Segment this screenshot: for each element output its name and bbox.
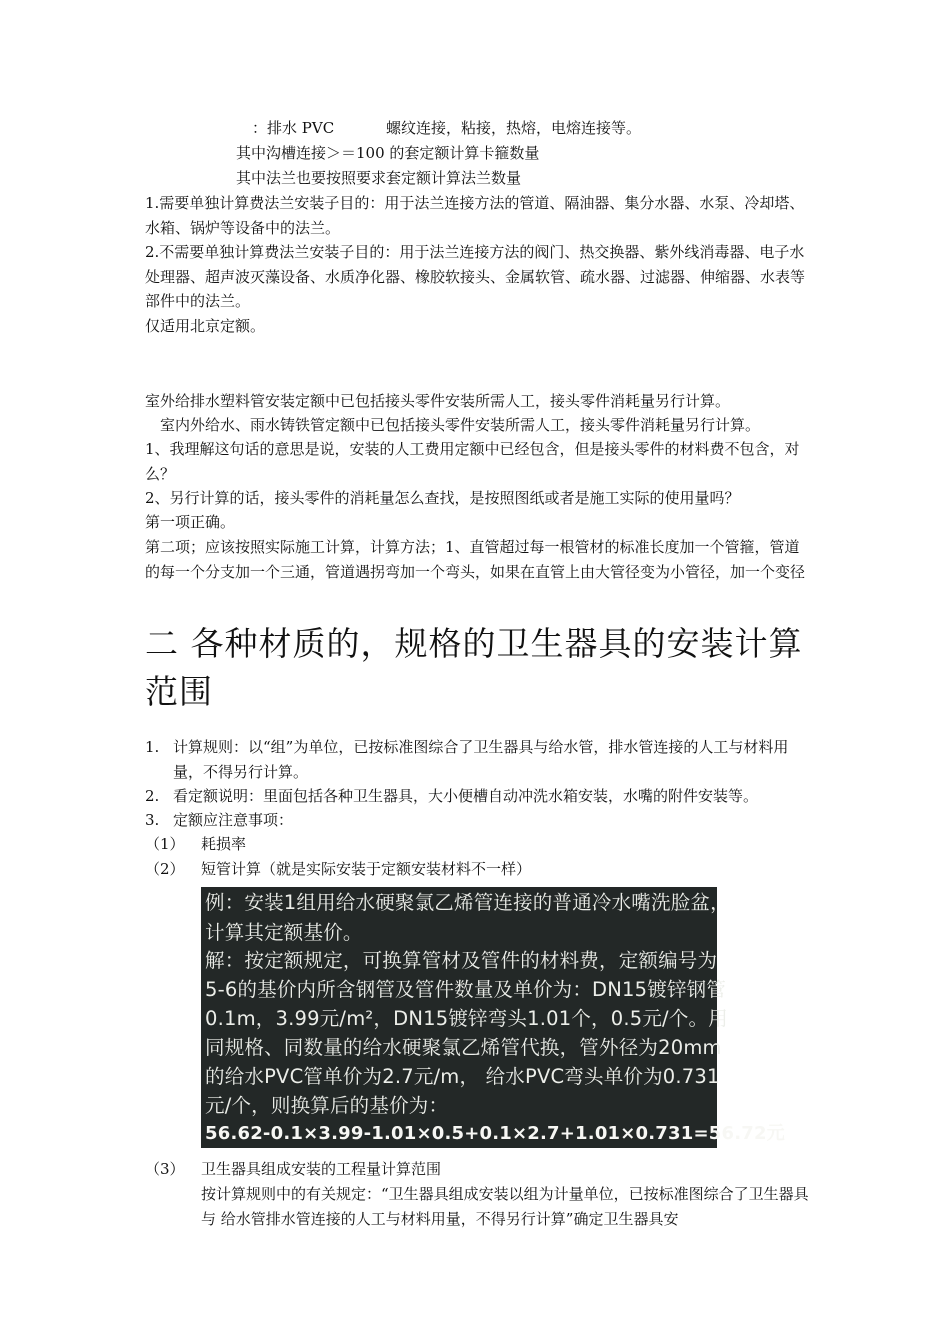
answer-2: 第二项；应该按照实际施工计算，计算方法；1、直管超过每一根管材的标准长度加一个管箍，管道的每一个分支加一个三通，管道遇拐弯加一个弯头，如果在直管上由大管径变为小管径，加一个变径 [145, 538, 806, 581]
sub-item-3-detail: 按计算规则中的有关规定：“卫生器具组成安装以组为计量单位，已按标准图综合了卫生器具与 给水管排水管连接的人工与材料用量，不得另行计算”确定卫生器具安 [201, 1185, 809, 1228]
list-item-2: 看定额说明：里面包括各种卫生器具，大小便槽自动冲洗水箱安装，水嘴的附件安装等。 [173, 787, 759, 805]
example-slide-image [201, 887, 785, 1148]
sub-number-1: （1） [145, 835, 185, 853]
sub-number-2: （2） [145, 860, 185, 878]
slide-line-2: 计算其定额基价。 [205, 921, 363, 944]
slide-line-7: 的给水PVC管单价为2.7元/m， 给水PVC弯头单价为0.731 [205, 1065, 720, 1088]
list-number-2: 2. [145, 787, 160, 805]
slide-line-5: 0.1m，3.99元/m²，DN15镀锌弯头1.01个，0.5元/个。用 [205, 1007, 728, 1030]
sub-item-3: 卫生器具组成安装的工程量计算范围 [201, 1160, 442, 1178]
sub-number-3: （3） [145, 1160, 185, 1178]
pvc-line-label: ：排水 PVC [252, 119, 335, 137]
slide-line-9: 56.62-0.1×3.99-1.01×0.5+0.1×2.7+1.01×0.731=56.72元 [205, 1123, 785, 1144]
sub-item-2: 短管计算（就是实际安装于定额安装材料不一样） [201, 860, 532, 878]
answer-1: 第一项正确。 [145, 513, 236, 531]
flange-rule-1: 1.需要单独计算费法兰安装子目的：用于法兰连接方法的管道、隔油器、集分水器、水泵、冷却塔、水箱、锅炉等设备中的法兰。 [145, 194, 805, 237]
sub-item-1: 耗损率 [201, 835, 247, 853]
question-1: 1、我理解这句话的意思是说，安装的人工费用定额中已经包含，但是接头零件的材料费不包含，对么？ [145, 440, 800, 483]
slide-line-3: 解：按定额规定，可换算管材及管件的材料费，定额编号为 [205, 949, 718, 972]
outdoor-plastic-pipe-note: 室外给排水塑料管安装定额中已包括接头零件安装所需人工，接头零件消耗量另行计算。 [145, 392, 731, 410]
section-heading: 二 各种材质的，规格的卫生器具的安装计算范围 [145, 624, 803, 711]
question-2: 2、另行计算的话，接头零件的消耗量怎么查找，是按照图纸或者是施工实际的使用量吗？ [145, 489, 740, 507]
flange-rule-2: 2.不需要单独计算费法兰安装子目的：用于法兰连接方法的阀门、热交换器、紫外线消毒器、电子水处理器、超声波灭藻设备、水质净化器、橡胶软接头、金属软管、疏水器、过滤器、伸缩器、水表等部件中的法兰。 [145, 243, 806, 310]
cast-iron-pipe-note: 室内外给水、雨水铸铁管定额中已包括接头零件安装所需人工，接头零件消耗量另行计算。 [160, 416, 761, 434]
flange-note: 其中法兰也要按照要求套定额计算法兰数量 [236, 169, 522, 187]
beijing-note: 仅适用北京定额。 [145, 317, 266, 335]
list-item-1: 计算规则：以“组”为单位，已按标准图综合了卫生器具与给水管，排水管连接的人工与材料用量，不得另行计算。 [173, 738, 789, 781]
pvc-connection-methods: 螺纹连接，粘接，热熔，电熔连接等。 [386, 119, 642, 137]
list-number-1: 1. [145, 738, 160, 756]
slide-line-4: 5-6的基价内所含钢管及管件数量及单价为：DN15镀锌钢管 [205, 978, 727, 1001]
slide-line-6: 同规格、同数量的给水硬聚氯乙烯管代换，管外径为20mm [205, 1036, 722, 1059]
groove-connection-note: 其中沟槽连接＞＝100 的套定额计算卡箍数量 [236, 144, 540, 162]
slide-line-8: 元/个，则换算后的基价为： [205, 1094, 449, 1117]
slide-line-1: 例：安装1组用给水硬聚氯乙烯管连接的普通冷水嘴洗脸盆， [205, 891, 730, 914]
list-number-3: 3. [145, 811, 160, 829]
list-item-3: 定额应注意事项： [173, 811, 294, 829]
